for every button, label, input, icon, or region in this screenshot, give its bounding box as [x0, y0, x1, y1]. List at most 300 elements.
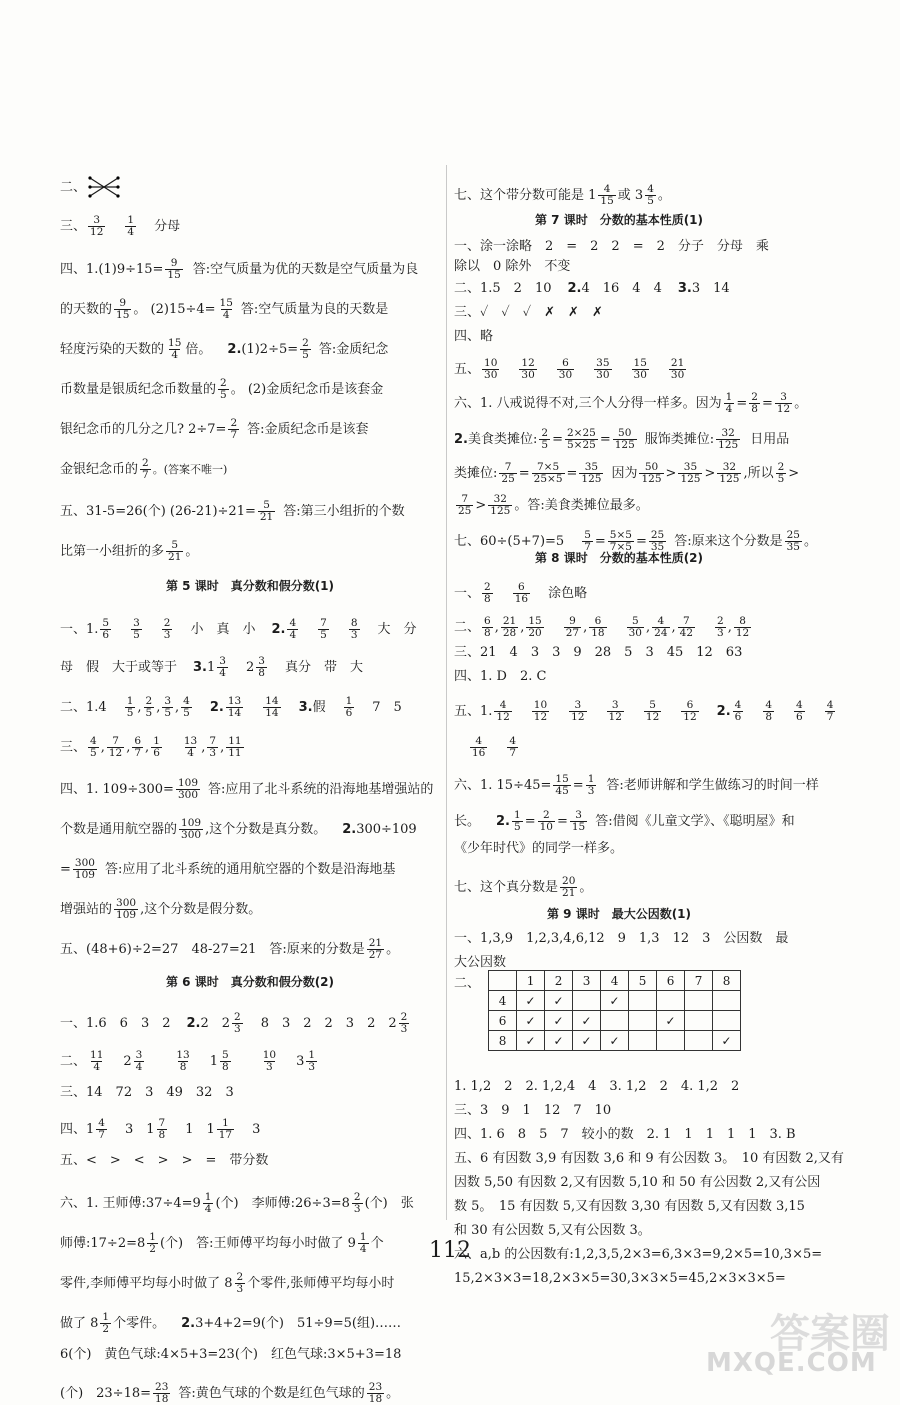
fraction	[715, 616, 726, 639]
equals-sign: =	[736, 396, 748, 412]
item-number: 3.	[193, 660, 207, 676]
answer-text: 比第一小组折的多	[60, 544, 165, 560]
answer-text: 类摊位:	[454, 466, 498, 482]
denominator: 3	[308, 1061, 316, 1074]
lesson-heading: 第 6 课时 真分数和假分数(2)	[165, 975, 335, 989]
answer-text: 七、60÷(5+7)=5	[454, 534, 565, 550]
table-header-cell: 2	[545, 971, 573, 991]
text-line: 三、✓ ✓ ✓ ✗ ✗ ✗	[454, 305, 603, 320]
denominator: 15	[167, 269, 181, 282]
denominator: 27	[368, 949, 383, 962]
denominator: 5	[302, 349, 309, 362]
table-row-label: 6	[489, 1011, 517, 1031]
denominator: 5	[90, 747, 97, 760]
numerator: 300	[116, 897, 137, 909]
numerator: 3	[258, 655, 265, 667]
denominator: 3	[236, 1283, 244, 1296]
denominator: 3	[353, 1203, 361, 1216]
item-number: 2.	[454, 432, 468, 448]
text-line: 6(个) 黄色气球:4×5+3=23(个) 红色气球:3×5+3=18	[60, 1347, 402, 1362]
text-line: 四、1. 6 8 5 7 较小的数 2. 1 1 1 1 1 3. B	[454, 1127, 796, 1142]
answer-text: 。(答案不唯一)	[152, 463, 228, 477]
numerator: 8	[350, 617, 358, 629]
denominator: 8	[158, 1129, 166, 1142]
answer-text: ,这个分数是假分数。	[140, 902, 262, 918]
text-line: 四、略	[454, 329, 494, 344]
table-row-label: 8	[489, 1031, 517, 1051]
text-line	[454, 358, 688, 381]
denominator: 6	[345, 707, 353, 720]
numerator: 109	[181, 817, 202, 829]
fraction	[560, 876, 577, 899]
denominator: 30	[633, 369, 647, 382]
factor-table-block	[454, 970, 741, 1051]
denominator: 30	[558, 369, 573, 382]
answer-text: ,这个分数是真分数。	[205, 822, 327, 838]
text-line	[60, 378, 383, 401]
text-line: 15,2×3×3=18,2×3×5=30,3×3×5=45,2×3×3×5=	[454, 1271, 786, 1286]
denominator: 8	[258, 667, 265, 680]
numerator: 7	[209, 735, 217, 747]
numerator: 7	[158, 1117, 166, 1129]
numerator: 13	[183, 735, 198, 747]
denominator: 125	[641, 473, 662, 486]
fraction	[125, 215, 136, 238]
text-line	[60, 258, 418, 281]
denominator: 25	[458, 505, 472, 518]
answer-text: 四、1.(1)9÷15=	[60, 262, 164, 278]
numerator: 1	[359, 1231, 367, 1243]
numerator: 2	[484, 581, 491, 593]
denominator: 2	[149, 1243, 156, 1256]
numerator: 2	[777, 461, 785, 473]
numerator: 23	[368, 1381, 383, 1393]
fraction	[300, 338, 311, 361]
text-line: 三、3 9 1 12 7 10	[454, 1103, 612, 1118]
answer-text: 答:黄色气球的个数是红色气球的	[178, 1386, 365, 1402]
denominator: 4	[93, 1061, 101, 1074]
fraction	[734, 616, 751, 639]
denominator: 12	[776, 403, 791, 416]
denominator: 30	[484, 369, 498, 382]
text-line: 大公因数	[454, 955, 507, 970]
text-line	[60, 1312, 401, 1335]
fraction	[162, 696, 173, 719]
table-cell	[685, 1011, 713, 1031]
item-number: 2.	[186, 1016, 201, 1032]
answer-text: 币数量是银质纪念币数量的	[60, 382, 217, 398]
fraction	[532, 462, 565, 485]
fraction	[344, 696, 355, 719]
denominator: 35	[650, 541, 665, 554]
text-line	[454, 462, 799, 485]
fraction	[608, 530, 634, 553]
numerator: 3	[575, 809, 582, 821]
table-header-cell: 4	[601, 971, 629, 991]
numerator: 6	[518, 581, 525, 593]
lesson-heading: 第 7 课时 分数的基本性质(1)	[534, 213, 704, 227]
denominator: 11	[228, 747, 242, 760]
numerator: 1	[127, 214, 135, 226]
numerator: 7	[320, 617, 327, 629]
fraction	[678, 616, 695, 639]
numerator: 4	[475, 735, 483, 747]
fraction	[532, 700, 549, 723]
answer-text: 答:应用了北斗系统的沿海地基增强站的	[208, 782, 434, 798]
numerator: 13	[227, 695, 242, 707]
text-line: 五、6 有因数 3,9 有因数 3,6 和 9 有公因数 3。 10 有因数 2,又有	[454, 1151, 844, 1166]
numerator: 9	[119, 297, 127, 309]
answer-text: 四、1. 109÷300=	[60, 782, 174, 798]
text-line: 因数 5,50 有因数 2,又有因数 5,10 和 50 有公因数 2,又有公因	[454, 1175, 821, 1190]
check-mark: ✓	[517, 1011, 545, 1031]
fraction	[352, 1192, 363, 1215]
numerator: 2	[234, 1011, 241, 1023]
numerator: 4	[765, 699, 773, 711]
equals-sign: =	[572, 778, 584, 794]
table-row	[489, 1031, 741, 1051]
fraction	[553, 774, 570, 797]
fraction	[125, 696, 136, 719]
table-cell	[713, 991, 741, 1011]
numerator: 109	[177, 777, 198, 789]
answer-text: 五、	[454, 362, 481, 378]
denominator: 5×25	[566, 439, 596, 452]
table-header-cell: 6	[657, 971, 685, 991]
answer-text: 假	[312, 700, 326, 716]
fraction	[733, 700, 744, 723]
numerator: 1	[153, 735, 160, 747]
text-line	[60, 818, 417, 841]
fraction	[165, 258, 182, 281]
fraction	[470, 736, 487, 759]
fraction	[717, 462, 741, 485]
denominator: 25	[501, 473, 515, 486]
text-line	[60, 298, 388, 321]
text-line	[60, 1050, 319, 1073]
fraction	[775, 392, 792, 415]
item-number: 2.	[716, 704, 731, 720]
fraction	[107, 736, 124, 759]
fraction	[157, 1118, 168, 1141]
text-line	[60, 500, 405, 523]
check-mark: ✓	[601, 991, 629, 1011]
numerator: 1	[308, 1049, 316, 1061]
numerator: 5	[584, 529, 591, 541]
denominator: 8	[179, 1061, 187, 1074]
denominator: 16	[472, 747, 486, 760]
fraction	[669, 358, 686, 381]
item-number: 2.	[209, 700, 224, 716]
fraction	[349, 618, 360, 641]
answer-text: 二、1.	[454, 281, 493, 296]
denominator: 125	[490, 505, 511, 518]
text-line: 《少年时代》的同学一样多。	[454, 841, 624, 856]
whole-part: 2	[123, 1054, 132, 1070]
answer-text: 。	[657, 188, 671, 204]
greater-sign: >	[665, 466, 677, 482]
denominator: 27	[565, 627, 580, 640]
text-line	[60, 1012, 411, 1035]
fraction	[586, 774, 597, 797]
answer-text: 二、	[454, 620, 481, 636]
fraction	[181, 696, 192, 719]
numerator: 3	[574, 699, 582, 711]
text-line	[454, 810, 795, 833]
answer-text: 答:借阅《儿童文学》、《聪明屋》和	[595, 814, 795, 830]
numerator: 2	[230, 417, 238, 429]
answer-text: 3	[252, 1122, 261, 1138]
text-line	[60, 1192, 414, 1215]
numerator: 10	[484, 357, 498, 369]
table-cell	[657, 1031, 685, 1051]
fraction	[607, 700, 624, 723]
numerator: 2	[163, 617, 171, 629]
fraction	[681, 700, 698, 723]
denominator: 12	[735, 627, 750, 640]
numerator: 25	[786, 529, 800, 541]
fraction	[652, 616, 669, 639]
denominator: 12	[645, 711, 660, 724]
denominator: 18	[155, 1393, 169, 1405]
denominator: 5	[777, 473, 785, 486]
numerator: 4	[509, 735, 517, 747]
fraction	[539, 428, 550, 451]
denominator: 3	[209, 747, 217, 760]
whole-part: 2	[245, 660, 255, 676]
numerator: 4	[98, 1117, 105, 1129]
denominator: 5	[183, 707, 190, 720]
fraction	[220, 1050, 231, 1073]
numerator: 7	[504, 461, 512, 473]
denominator: 3	[587, 785, 595, 798]
text-line: 三、 $\frac{4}{5}$ , $\frac{7}{12}$ , $\frac{6}{7}$ , $\frac{1}{6}$ $\frac{13}{4}$ , $\frac{7}{3}$ , $\frac{11}{11}$	[60, 735, 242, 760]
watermark-url: MXQE.COM	[706, 1348, 877, 1378]
check-mark: ✓	[573, 1011, 601, 1031]
denominator: 30	[521, 369, 535, 382]
numerator: 15	[555, 773, 569, 785]
item-number: 2.	[227, 342, 242, 358]
fraction	[482, 582, 493, 605]
denominator: 3	[234, 1023, 241, 1036]
answer-text: 分母	[154, 219, 181, 235]
fraction	[399, 1012, 410, 1035]
answer-text: 。	[386, 1386, 400, 1402]
answer-text: 答:老师讲解和学生做练习的时间一样	[606, 778, 819, 794]
text-line	[454, 876, 592, 899]
denominator: 5	[220, 389, 227, 402]
numerator: 15	[633, 357, 647, 369]
answer-text: 五、1.	[454, 704, 493, 720]
fraction	[258, 500, 275, 523]
numerator: 6	[686, 699, 694, 711]
answer-text: 5 2 10	[492, 281, 552, 296]
table-cell	[713, 1011, 741, 1031]
numerator: 2	[542, 809, 550, 821]
numerator: 1	[514, 809, 521, 821]
table-cell	[629, 991, 657, 1011]
denominator: 16	[514, 593, 529, 606]
denominator: 6	[102, 629, 110, 642]
fraction	[174, 1050, 191, 1073]
table-cell	[629, 1031, 657, 1051]
numerator: 2	[353, 1191, 361, 1203]
answer-text: (个) 张	[364, 1196, 414, 1212]
answer-text: 答:原来这个分数是	[674, 534, 783, 550]
fraction	[100, 1312, 111, 1335]
numerator: 2	[717, 615, 724, 627]
fraction	[582, 530, 593, 553]
text-line: 六、a,b 的公因数有:1,2,3,5,2×3=6,3×3=9,2×5=10,3×5=	[454, 1247, 823, 1262]
fraction	[207, 736, 218, 759]
denominator: 109	[116, 909, 137, 922]
answer-text: 答:空气质量为优的天数是空气质量为良	[192, 262, 419, 278]
answer-text: ,所以	[743, 466, 774, 482]
numerator: 23	[155, 1381, 169, 1393]
denominator: 5	[126, 707, 134, 720]
equals-sign: =	[566, 466, 578, 482]
numerator: 1	[345, 695, 353, 707]
numerator: 5	[171, 539, 179, 551]
column-divider	[446, 165, 447, 1220]
numerator: 35	[683, 461, 698, 473]
answer-text: 。	[386, 942, 400, 958]
numerator: 14	[265, 695, 279, 707]
denominator: 125	[614, 439, 635, 452]
denominator: 7	[142, 469, 149, 482]
denominator: 12	[533, 711, 548, 724]
fraction	[569, 700, 586, 723]
numerator: 1	[204, 1191, 212, 1203]
fraction	[598, 184, 615, 207]
denominator: 5	[320, 629, 327, 642]
equals-sign: =	[518, 466, 530, 482]
answer-text: 增强站的	[60, 902, 113, 918]
answer-text: 8 3 2 2 3 2 2	[260, 1016, 397, 1032]
numerator: 2	[236, 1271, 244, 1283]
denominator: 4	[359, 1243, 367, 1256]
fraction	[639, 462, 663, 485]
denominator: 20	[528, 627, 542, 640]
fraction	[256, 656, 267, 679]
fraction	[538, 810, 555, 833]
section-2-line	[60, 174, 122, 200]
check-mark: ✓	[545, 1011, 573, 1031]
numerator: 10	[533, 699, 548, 711]
item-number: 2.	[567, 281, 582, 296]
equals-sign: =	[552, 432, 563, 448]
text-line	[454, 428, 789, 451]
answer-text: 做了 8	[60, 1316, 99, 1332]
answer-text: 6 6 3 2	[98, 1016, 171, 1032]
denominator: 5	[133, 629, 140, 642]
numerator: 20	[562, 875, 576, 887]
numerator: 9	[569, 615, 576, 627]
denominator: 5	[514, 821, 521, 834]
section-label: 二、	[454, 976, 481, 991]
fraction	[140, 458, 151, 481]
answer-text: 一、1.	[60, 1016, 99, 1032]
item-number: 3.	[298, 700, 313, 716]
denominator: 7	[509, 747, 517, 760]
answer-text: 。 (2)15÷4=	[133, 302, 216, 318]
table-row-label: 4	[489, 991, 517, 1011]
fraction	[235, 1272, 246, 1295]
numerator: 5	[263, 499, 270, 511]
table-cell	[629, 1011, 657, 1031]
numerator: 1	[725, 391, 733, 403]
numerator: 4	[657, 615, 665, 627]
denominator: 12	[683, 711, 697, 724]
numerator: 11	[90, 1049, 104, 1061]
fraction	[100, 618, 111, 641]
table-header-cell: 3	[573, 971, 601, 991]
table-cell	[685, 1031, 713, 1051]
numerator: 15	[219, 297, 233, 309]
fraction	[776, 462, 787, 485]
check-mark: ✓	[517, 991, 545, 1011]
fraction	[153, 1382, 170, 1405]
answer-text: 个零件,张师傅平均每小时	[247, 1276, 395, 1292]
fraction	[482, 358, 499, 381]
answer-text: 五、31-5=26(个) (26-21)÷21=	[60, 504, 256, 520]
fraction	[131, 618, 142, 641]
numerator: 3	[93, 214, 101, 226]
answer-text: 答:金质纪念	[318, 342, 389, 358]
answer-text: 日用品	[750, 432, 790, 448]
numerator: 11	[228, 735, 242, 747]
fraction	[182, 736, 199, 759]
numerator: 4	[289, 617, 297, 629]
numerator: 2×25	[566, 427, 596, 439]
fraction	[825, 700, 836, 723]
answer-text: 七、这个真分数是	[454, 880, 559, 896]
denominator: 4	[289, 629, 297, 642]
text-line	[454, 184, 671, 207]
numerator: 8	[739, 615, 746, 627]
answer-text: 个零件。	[113, 1316, 166, 1332]
numerator: 3	[133, 617, 140, 629]
answer-text: 七、这个带分数可能是 1	[454, 188, 597, 204]
denominator: 21	[562, 887, 576, 900]
numerator: 5	[649, 699, 656, 711]
answer-text: (个) 李师傅:26÷3=8	[215, 1196, 350, 1212]
fraction	[526, 616, 543, 639]
denominator: 8	[222, 1061, 229, 1074]
denominator: 125	[719, 473, 740, 486]
denominator: 4	[187, 747, 194, 760]
text-line: 四、1. D 2. C	[454, 669, 547, 684]
numerator: 4	[90, 735, 97, 747]
denominator: 4	[127, 226, 135, 239]
answer-text: 二、	[60, 1054, 87, 1070]
answer-text: 四、1	[60, 1122, 95, 1138]
table-header-cell: 1	[517, 971, 545, 991]
equals-sign: =	[556, 814, 568, 830]
numerator: 1	[102, 1311, 110, 1323]
numerator: 6	[562, 357, 569, 369]
numerator: 7×5	[537, 461, 560, 473]
denominator: 3	[350, 629, 358, 642]
fraction	[678, 462, 702, 485]
denominator: 12	[108, 747, 123, 760]
denominator: 8	[751, 403, 758, 416]
denominator: 2	[102, 1323, 110, 1336]
check-mark: ✓	[545, 991, 573, 1011]
fraction	[228, 418, 239, 441]
numerator: 6	[594, 615, 602, 627]
answer-text: 轻度污染的天数的	[60, 342, 165, 358]
